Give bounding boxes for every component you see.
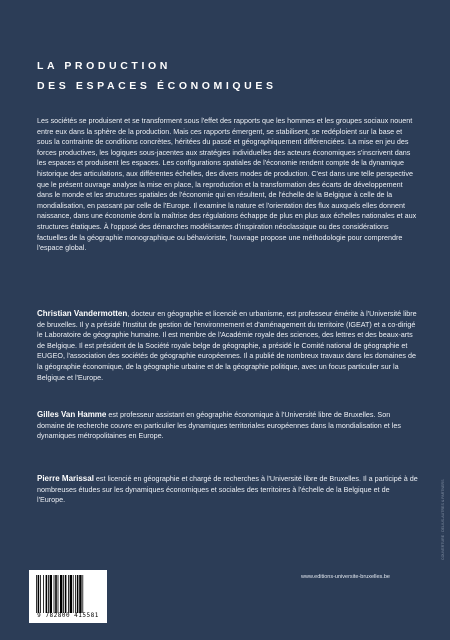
barcode-bar — [50, 575, 52, 613]
isbn-barcode — [29, 570, 107, 623]
barcode-bar — [82, 575, 83, 613]
isbn-number: 9 782800 415581 — [37, 612, 99, 619]
author-text: est professeur assistant en géographie économique à l'Université libre de Bruxelles. Son domaine de recherche couvre en particulier les dynamiques territoriales européennes dans la mondialisation et les dynamiques métropolitaines en Europe. — [37, 410, 401, 441]
barcode-bar — [38, 575, 40, 613]
barcode-bar — [55, 575, 57, 613]
barcode-bar — [79, 575, 81, 613]
barcode-bars — [36, 575, 100, 613]
barcode-bar — [58, 575, 59, 613]
author-bio-marissal — [37, 474, 419, 506]
barcode-bar — [73, 575, 74, 613]
publisher-website: www.editions-universite-bruxelles.be — [301, 574, 390, 580]
author-name: Gilles Van Hamme — [37, 410, 107, 419]
barcode-bar — [70, 575, 72, 613]
barcode-bar — [65, 575, 67, 613]
barcode-bar — [60, 575, 62, 613]
back-cover-blurb: Les sociétés se produisent et se transforment sous l'effet des rapports que les hommes et les groupes sociaux nouent entre eux dans la sphère de la production. Mais ces rapports émergent, se stabilisent, se redéploient sur la base et sous la contrainte de conditions concrètes, héritées du passé et géographiquement différenciées. La mise en jeu des forces productives, les logiques sous-jacentes aux stratégies individuelles des acteurs économiques s'inscrivent dans les espaces et produisent les espaces. Les configurations spatiales de l'économie rendent compte de la dynamique historique des articulations, aux différentes échelles, des divers modes de production. C'est dans une telle perspective que le présent ouvrage analyse la mise en place, la reproduction et la transformation des écarts de développement dans le monde et les structures spatiales de l'économie qui en résultent, de l'échelle de la Belgique à celle de la mondialisation, en passant par celle de l'Europe. Il examine la nature et l'orientation des flux auxquels elles donnent naissance, dans une économie dont la maîtrise des régulations échappe de plus en plus aux échelles nationales et aux structures étatiques. À l'opposé des démarches modélisantes d'inspiration néoclassique ou des considérations factuelles de la géographie monographique ou béhavioriste, l'ouvrage propose une méthodologie pour comprendre l'espace global. — [37, 116, 417, 253]
barcode-bar — [63, 575, 64, 613]
author-name: Pierre Marissal — [37, 474, 94, 483]
cover-credit: COUVERTURE : DELIUS-AUTRES & PARTNERS — [441, 479, 445, 560]
barcode-bar — [36, 575, 37, 613]
author-text: est licencié en géographie et chargé de recherches à l'Université libre de Bruxelles. Il a participé à de nombreuses études sur les dynamiques économiques et sociales des territoires à l'échelle de la Belgique et de l'Europe. — [37, 474, 418, 505]
barcode-bar — [43, 575, 44, 613]
title-line-2: DES ESPACES ÉCONOMIQUES — [37, 80, 277, 92]
book-title — [37, 56, 277, 96]
barcode-bar — [68, 575, 69, 613]
author-name: Christian Vandermotten — [37, 309, 128, 318]
barcode-bar — [54, 575, 55, 613]
barcode-bar — [75, 575, 76, 613]
barcode-bar — [46, 575, 48, 613]
title-line-1: LA PRODUCTION — [37, 60, 171, 72]
author-bio-vandermotten — [37, 309, 419, 383]
barcode-bar — [48, 575, 49, 613]
barcode-bar — [77, 575, 79, 613]
author-bio-van-hamme — [37, 410, 419, 442]
author-text: , docteur en géographie et licencié en urbanisme, est professeur émérite à l'Université libre de bruxelles. Il y a présidé l'Institut de gestion de l'environnement et d'aménagement du territoire (IGEAT) et a co-dirigé le Laboratoire de géographie humaine. Il est membre de l'Académie royale des sciences, des lettres et des beaux-arts de Belgique. Il est président de la Société royale belge de géographie, a présidé le Comité national de géographie et EUGEO, l'association des sociétés de géographie européennes. Il a publié de nombreux travaux dans les domaines de la géographie économique, de la géographie urbaine et de la géographie politique, avec un focus particulier sur la Belgique et l'Europe. — [37, 309, 417, 382]
barcode-bar — [40, 575, 41, 613]
